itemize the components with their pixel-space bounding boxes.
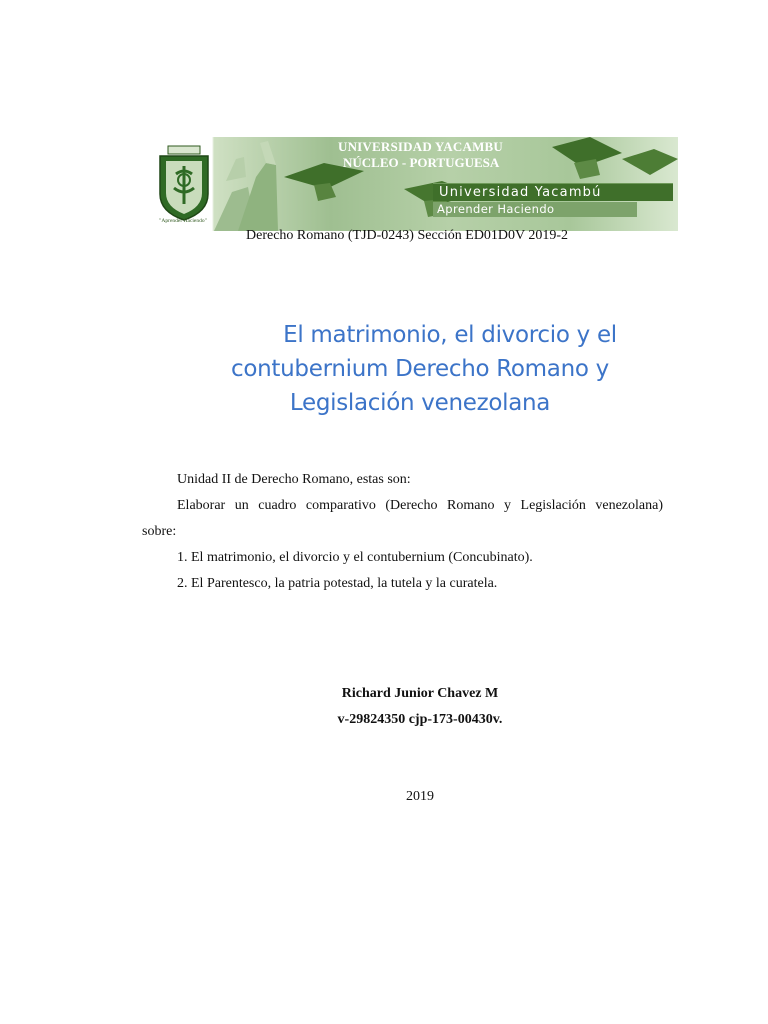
nucleo-name: NÚCLEO - PORTUGUESA xyxy=(343,155,500,170)
document-year: 2019 xyxy=(406,789,434,804)
author-block xyxy=(0,681,768,733)
course-line: Derecho Romano (TJD-0243) Sección ED01D0V 2019-2 xyxy=(246,228,569,243)
title-line-1: El matrimonio, el divorcio y el xyxy=(283,322,617,348)
university-seal xyxy=(150,137,220,231)
title-line-2: contubernium Derecho Romano y xyxy=(231,356,609,382)
header-banner xyxy=(150,137,678,231)
body-text xyxy=(142,467,663,597)
tagline: Aprender Haciendo xyxy=(437,202,555,216)
task-line-2: sobre: xyxy=(142,524,177,539)
title-line-3: Legislación venezolana xyxy=(289,390,551,416)
author-name: Richard Junior Chavez M xyxy=(341,686,499,701)
document-title xyxy=(140,318,700,420)
university-name-caps: UNIVERSIDAD YACAMBU xyxy=(338,139,503,154)
brand-name: Universidad Yacambú xyxy=(439,185,602,200)
seal-motto: "Aprender Haciendo" xyxy=(159,218,207,224)
task-line-1: Elaborar un cuadro comparativo (Derecho Romano y Legislación venezolana) xyxy=(177,498,663,513)
author-id: v-29824350 cjp-173-00430v. xyxy=(337,712,503,727)
shield-icon xyxy=(154,144,214,226)
brand-bar xyxy=(433,183,673,201)
intro-paragraph: Unidad II de Derecho Romano, estas son: xyxy=(177,472,411,487)
list-item-1: 1. El matrimonio, el divorcio y el contubernium (Concubinato). xyxy=(177,550,533,565)
tagline-bar xyxy=(433,202,637,217)
list-item-2: 2. El Parentesco, la patria potestad, la tutela y la curatela. xyxy=(177,576,498,591)
